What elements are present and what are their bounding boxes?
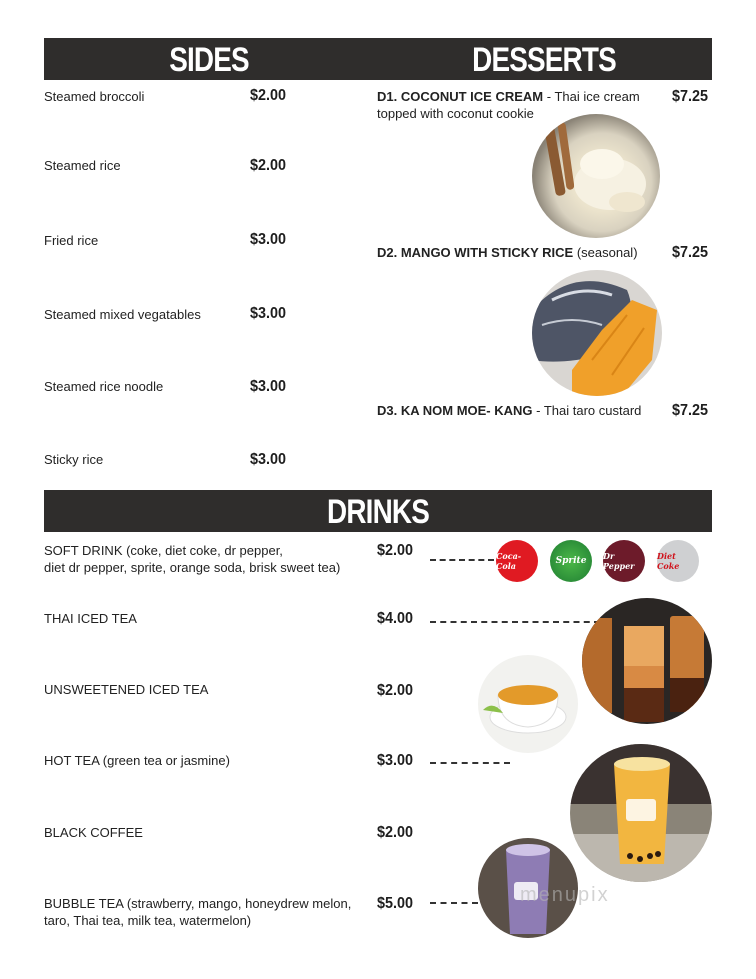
drink-item-price: $2.00 — [377, 824, 414, 841]
dessert-item-name: D1. COCONUT ICE CREAM — [377, 89, 544, 104]
drink-item-name: HOT TEA (green tea or jasmine) — [44, 753, 230, 768]
side-item-name: Steamed rice noodle — [44, 379, 164, 394]
logo-label: Diet Coke — [657, 551, 680, 571]
drink-item-name-line1: BUBBLE TEA (strawberry, mango, honeydrew melon, — [44, 896, 352, 911]
drink-item-name — [44, 542, 374, 576]
drink-item-price: $4.00 — [377, 610, 414, 627]
dessert-item-desc: - Thai ice cream topped with coconut cookie — [377, 89, 640, 121]
drinks-header-bar — [44, 490, 712, 532]
dessert-item — [377, 402, 667, 419]
dessert-item-price: $7.25 — [672, 244, 709, 261]
mango-bubble-tea-photo — [570, 744, 712, 882]
dessert-item-price: $7.25 — [672, 88, 709, 105]
drink-item-name: THAI ICED TEA — [44, 611, 137, 626]
drink-item-price: $2.00 — [377, 542, 414, 559]
drink-item-name: UNSWEETENED ICED TEA — [44, 682, 209, 697]
drink-item-name: BLACK COFFEE — [44, 825, 143, 840]
leader-line — [430, 902, 478, 904]
sides-desserts-header-bar — [44, 38, 712, 80]
side-item-name: Sticky rice — [44, 452, 104, 467]
coca-cola-logo — [496, 540, 538, 582]
side-item-name: Steamed broccoli — [44, 89, 145, 104]
leader-line — [430, 621, 600, 623]
side-item-price: $2.00 — [250, 157, 287, 174]
dessert-item-name: D2. MANGO WITH STICKY RICE — [377, 245, 574, 260]
side-item-name: Steamed mixed vegatables — [44, 307, 201, 322]
leader-line — [430, 762, 510, 764]
side-item-name: Fried rice — [44, 233, 99, 248]
leader-line — [430, 559, 494, 561]
side-item-name: Steamed rice — [44, 158, 121, 173]
dessert-item-desc: - Thai taro custard — [532, 403, 642, 418]
drink-item-price: $3.00 — [377, 752, 414, 769]
side-item-price: $3.00 — [250, 305, 287, 322]
mango-sticky-rice-photo — [532, 270, 662, 396]
dr-pepper-logo — [603, 540, 645, 582]
drink-item-name-line2: diet dr pepper, sprite, orange soda, brisk sweet tea) — [44, 560, 341, 575]
coconut-ice-cream-photo — [532, 114, 660, 238]
watermark: menupix — [520, 884, 610, 906]
drinks-title: DRINKS — [327, 493, 429, 531]
diet-coke-logo — [657, 540, 699, 582]
side-item-price: $3.00 — [250, 378, 287, 395]
hot-tea-photo — [478, 655, 578, 753]
side-item-price: $3.00 — [250, 451, 287, 468]
thai-iced-tea-photo — [582, 598, 712, 724]
side-item-price: $2.00 — [250, 87, 287, 104]
logo-label: Sprite — [555, 556, 587, 566]
dessert-item-name: D3. KA NOM MOE- KANG — [377, 403, 533, 418]
drink-item-price: $5.00 — [377, 895, 414, 912]
drink-item-price: $2.00 — [377, 682, 414, 699]
drink-item-name-line2: taro, Thai tea, milk tea, watermelon) — [44, 913, 252, 928]
dessert-item — [377, 244, 667, 261]
drink-item-name — [44, 895, 374, 929]
dessert-item-price: $7.25 — [672, 402, 709, 419]
desserts-title: DESSERTS — [472, 41, 616, 79]
side-item-price: $3.00 — [250, 231, 287, 248]
sprite-logo — [550, 540, 592, 582]
logo-label: Dr Pepper — [603, 551, 635, 571]
dessert-item-desc: (seasonal) — [573, 245, 638, 260]
logo-label: Coca-Cola — [496, 551, 522, 571]
sides-title: SIDES — [169, 41, 249, 79]
drink-item-name-line1: SOFT DRINK (coke, diet coke, dr pepper, — [44, 543, 283, 558]
